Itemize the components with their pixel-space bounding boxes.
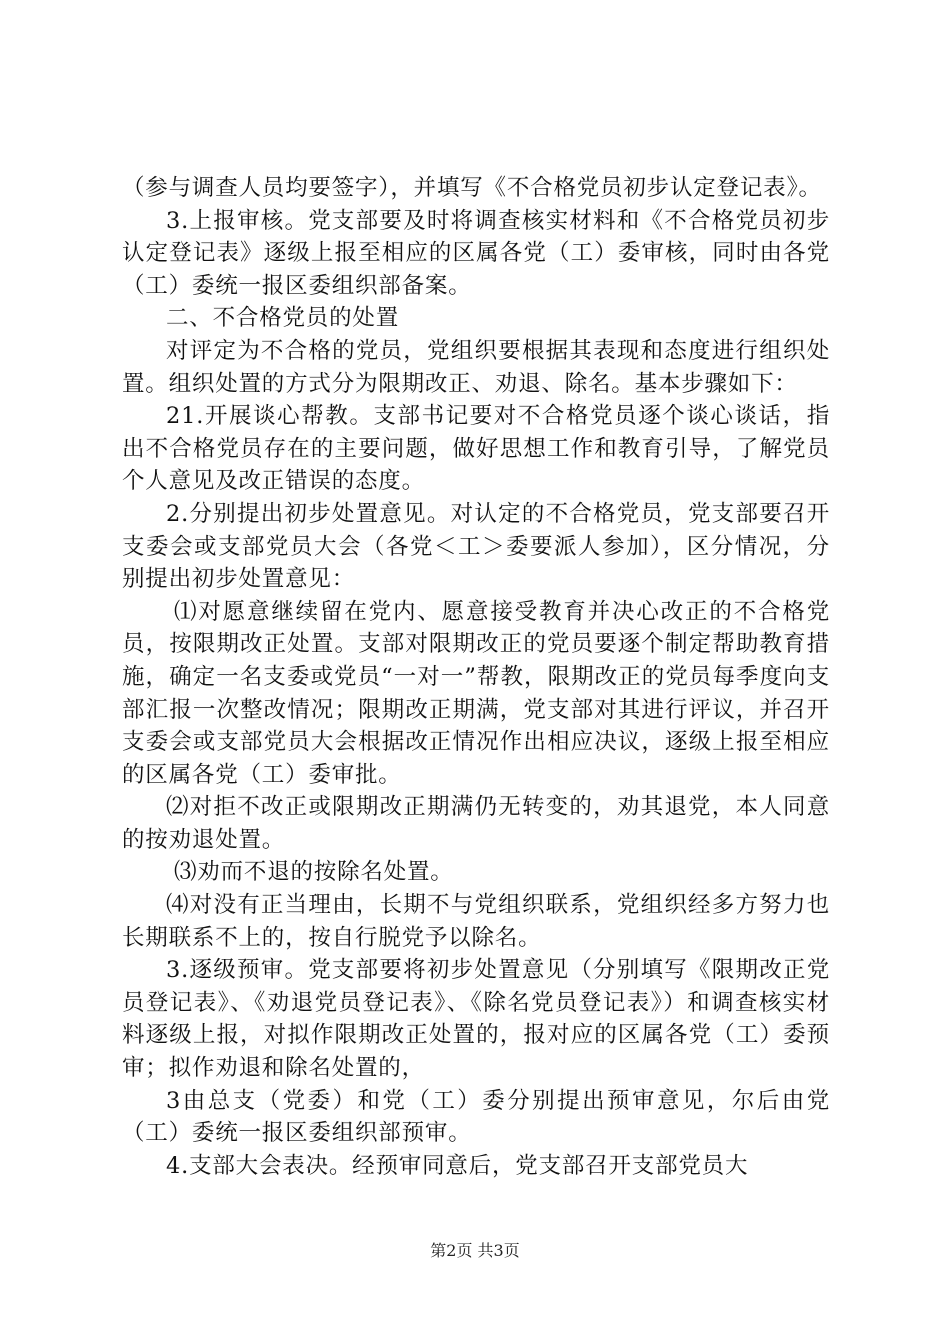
paragraph-11: 3由总支（党委）和党（工）委分别提出预审意见，尔后由党（工）委统一报区委组织部预审。 [122,1087,830,1147]
paragraph-9: ⑷对没有正当理由，长期不与党组织联系，党组织经多方努力也长期联系不上的，按自行脱党予以除名。 [122,892,830,951]
section-heading: 二、不合格党员的处置 [166,305,400,332]
paragraph-2: 3.上报审核。党支部要及时将调查核实材料和《不合格党员初步认定登记表》逐级上报至相应的区属各党（工）委审核，同时由各党（工）委统一报区委组织部备案。 [122,207,830,299]
paragraph-1: （参与调查人员均要签字），并填写《不合格党员初步认定登记表》。 [122,175,822,201]
page-footer: 第2页 共3页 [430,1241,520,1260]
paragraph-10: 3.逐级预审。党支部要将初步处置意见（分别填写《限期改正党员登记表》、《劝退党员登记表》、《除名党员登记表》）和调查核实材料逐级上报，对拟作限期改正处置的，报对应的区属各党（工）委预审；拟作劝退和除名处置的， [122,957,830,1082]
paragraph-12: 4.支部大会表决。经预审同意后，党支部召开支部党员大 [166,1152,749,1179]
paragraph-3: 对评定为不合格的党员，党组织要根据其表现和态度进行组织处置。组织处置的方式分为限期改正、劝退、除名。基本步骤如下： [122,337,830,397]
paragraph-5: 2.分别提出初步处置意见。对认定的不合格党员，党支部要召开支委会或支部党员大会（各党＜工＞委要派人参加），区分情况，分别提出初步处置意见： [122,500,830,593]
paragraph-8: ⑶劝而不退的按除名处置。 [174,859,454,886]
paragraph-6: ⑴对愿意继续留在党内、愿意接受教育并决心改正的不合格党员，按限期改正处置。支部对限期改正的党员要逐个制定帮助教育措施，确定一名支委或党员“一对一”帮教，限期改正的党员每季度向支部汇报一次整改情况；限期改正期满，党支部对其进行评议，并召开支委会或支部党员大会根据改正情况作出相应决议，逐级上报至相应的区属各党（工）委审批。 [122,598,830,788]
paragraph-7: ⑵对拒不改正或限期改正期满仍无转变的，劝其退党，本人同意的按劝退处置。 [122,794,830,853]
paragraph-4: 21.开展谈心帮教。支部书记要对不合格党员逐个谈心谈话，指出不合格党员存在的主要问题，做好思想工作和教育引导，了解党员个人意见及改正错误的态度。 [122,403,830,495]
document-body [122,172,830,1182]
